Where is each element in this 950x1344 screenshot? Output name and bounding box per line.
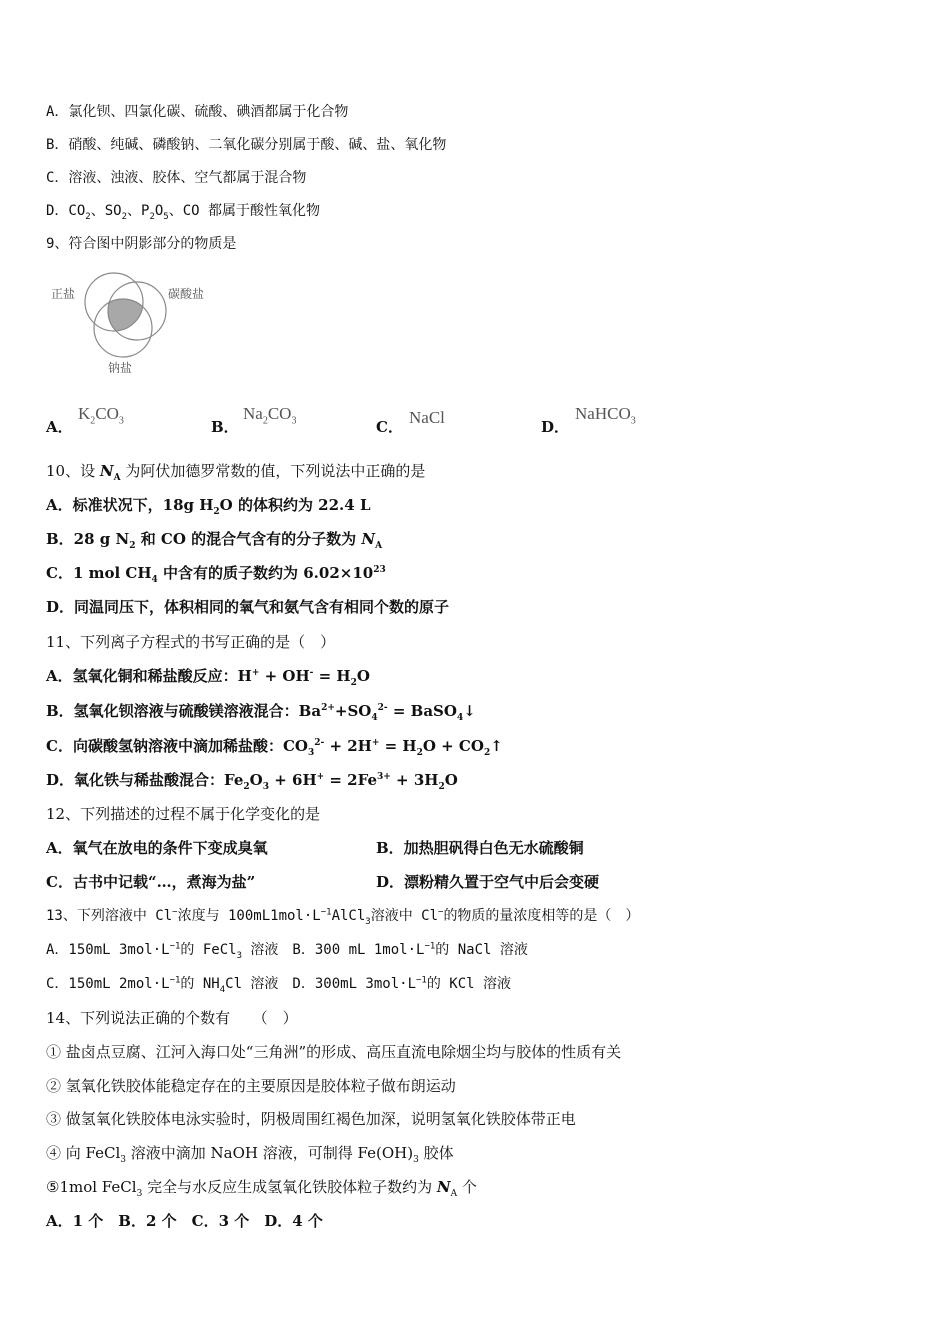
q14-stem: 14、下列说法正确的个数有 （ ） <box>46 1009 298 1027</box>
q14-options: A．1 个 B．2 个 C．3 个 D．4 个 <box>46 1212 323 1230</box>
q14-statement-3: ③ 做氢氧化铁胶体电泳实验时，阴极周围红褐色加深，说明氢氧化铁胶体带正电 <box>46 1110 576 1128</box>
q8-option-a: A．氯化钡、四氯化碳、硫酸、碘酒都属于化合物 <box>46 104 349 120</box>
venn-label-bottom: 钠盐 <box>108 361 133 375</box>
q11-option-c: C．向碳酸氢钠溶液中滴加稀盐酸：$CO_3^{2-} + 2H^+ = H_2O$ + $CO_2↑$ <box>46 737 503 758</box>
q11-option-d: D．氧化铁与稀盐酸混合：$Fe_2O_3 + 6H^+ = 2Fe^{3+} + 3H_2O$ <box>46 771 458 792</box>
q12-row-cd <box>46 872 600 892</box>
q10-stem: 10、设 $N_A$ 为阿伏加德罗常数的值，下列说法中正确的是 <box>46 462 426 483</box>
q11-stem: 11、下列离子方程式的书写正确的是（ ） <box>46 633 336 651</box>
q13-options-cd: C．150mL $2mol\cdot L^{-1}$的 $NH_4Cl$ 溶液 D．300mL $3mol\cdot L^{-1}$的 KCl 溶液 <box>46 975 511 995</box>
q12-stem: 12、下列描述的过程不属于化学变化的是 <box>46 805 321 823</box>
q14-statement-5: ⑤1mol FeCl$_3$ 完全与水反应生成氢氧化铁胶体粒子数约为 $N_A$ 个 <box>46 1178 477 1199</box>
q12-row-ab <box>46 838 584 858</box>
q10-option-a: A．标准状况下，18g $H_2O$ 的体积约为 22.4 L <box>46 496 371 517</box>
q8-option-d: D．$CO_2$、$SO_2$、$P_2O_5$、CO 都属于酸性氧化物 <box>46 203 321 222</box>
q14-statement-2: ② 氢氧化铁胶体能稳定存在的主要原因是胶体粒子做布朗运动 <box>46 1077 456 1095</box>
q13-options-ab: A．150mL $3mol\cdot L^{-1}$的 FeCl$_3$ 溶液 B．300 mL $1mol\cdot L^{-1}$的 NaCl 溶液 <box>46 941 528 961</box>
q10-option-b: B．28 g $N_2$ 和 CO 的混合气含有的分子数为 $N_A$ <box>46 530 383 551</box>
q9-stem: 9、符合图中阴影部分的物质是 <box>46 236 237 252</box>
q10-option-d: D．同温同压下，体积相同的氧气和氨气含有相同个数的原子 <box>46 598 450 616</box>
q11-option-a: A．氢氧化铜和稀盐酸反应：$H^+ + OH^- = H_2O$ <box>46 667 370 688</box>
q12-option-c: C．古书中记载“…，煮海为盐” <box>46 873 256 891</box>
venn-label-right: 碳酸盐 <box>168 287 205 301</box>
q12-option-b: B．加热胆矾得白色无水硫酸铜 <box>376 839 584 857</box>
q8-option-b: B．硝酸、纯碱、磷酸钠、二氧化碳分别属于酸、碱、盐、氧化物 <box>46 137 447 153</box>
q10-option-c: C．1 mol $CH_4$ 中含有的质子数约为 $6.02\times 10^{23}$ <box>46 564 386 585</box>
q14-statement-4: ④ 向 FeCl$_3$ 溶液中滴加 NaOH 溶液，可制得 $Fe(OH)_3$ 胶体 <box>46 1144 454 1165</box>
q12-option-a: A．氧气在放电的条件下变成臭氧 <box>46 839 268 857</box>
q11-option-b: B．氢氧化钡溶液与硫酸镁溶液混合：$Ba^{2+}+SO_4^{2-}$ = BaSO$_4$↓ <box>46 702 476 723</box>
q13-stem: 13、下列溶液中 Cl−浓度与 $100mL1mol\cdot L^{-1}AlCl_3$溶液中 Cl−的物质的量浓度相等的是（ ） <box>46 907 640 927</box>
venn-diagram <box>46 266 216 378</box>
q8-option-c: C．溶液、浊液、胶体、空气都属于混合物 <box>46 170 307 186</box>
venn-label-left: 正盐 <box>51 287 76 301</box>
q12-option-d: D．漂粉精久置于空气中后会变硬 <box>376 873 600 891</box>
q14-statement-1: ① 盐卤点豆腐、江河入海口处“三角洲”的形成、高压直流电除烟尘均与胶体的性质有关 <box>46 1043 622 1061</box>
